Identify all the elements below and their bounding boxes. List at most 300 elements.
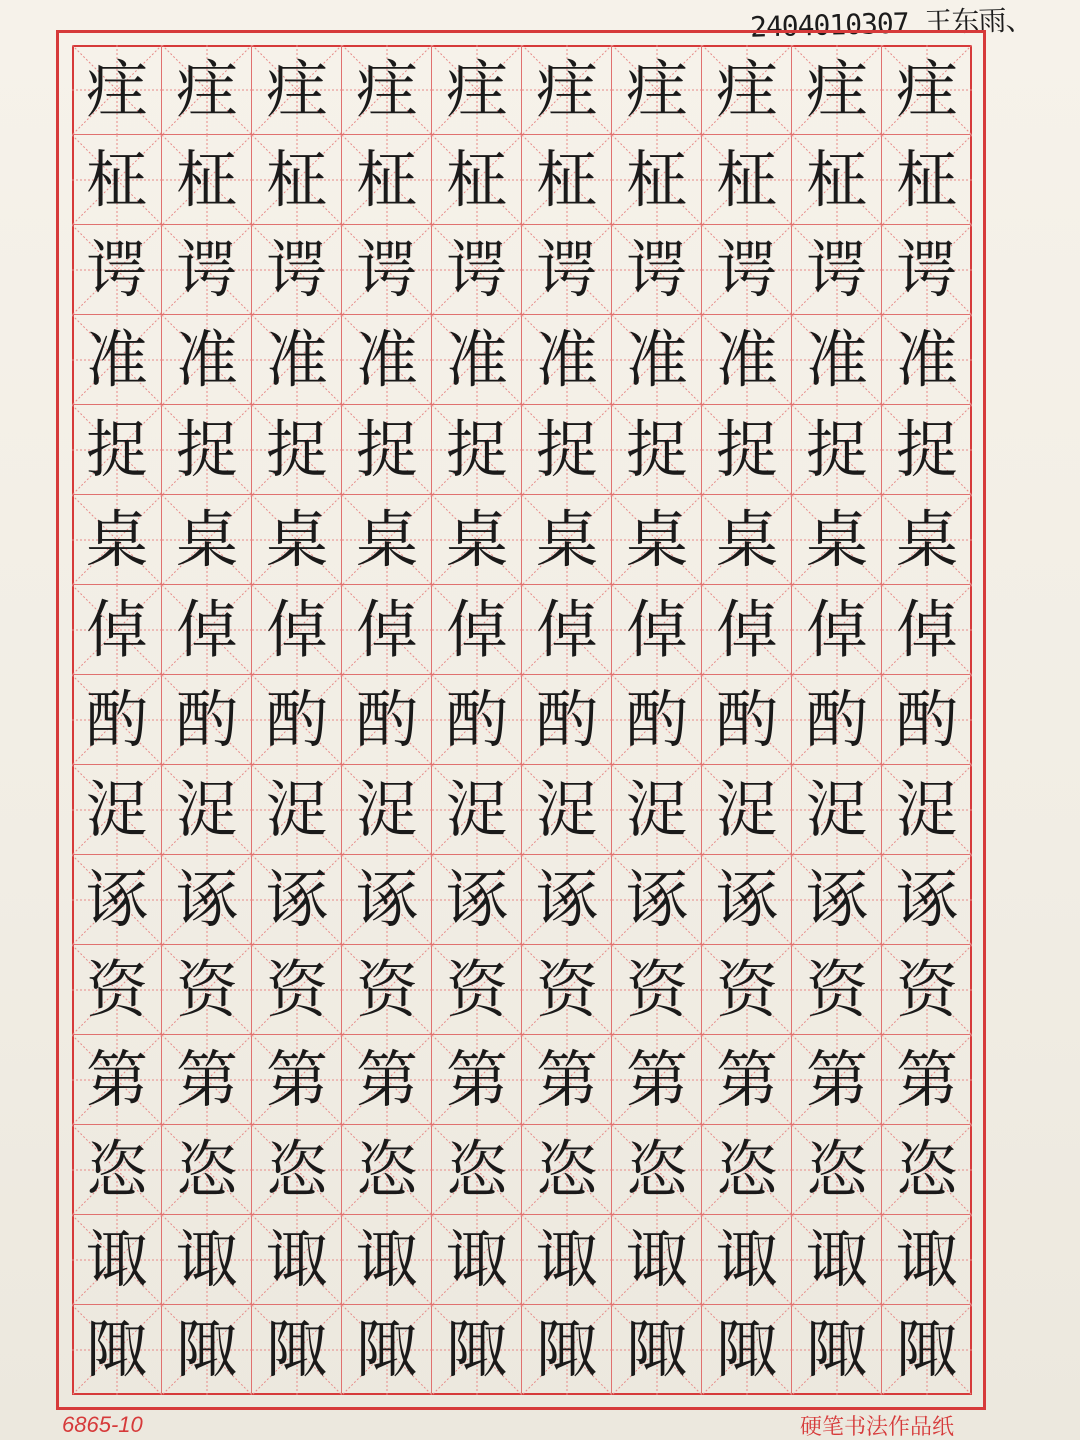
handwritten-char: 捉 [265, 413, 328, 486]
grid-cell [522, 855, 612, 945]
handwritten-char: 诼 [85, 863, 148, 936]
grid-cell [162, 675, 252, 765]
grid-cell [72, 225, 162, 315]
handwritten-char: 恣 [355, 1133, 418, 1206]
handwritten-char: 浞 [715, 773, 778, 846]
grid-cell [432, 945, 522, 1035]
grid-cell [882, 675, 972, 765]
grid-cell [702, 135, 792, 225]
handwritten-char: 倬 [535, 593, 598, 666]
grid-cell [432, 1125, 522, 1215]
handwritten-char: 谔 [625, 233, 688, 306]
handwritten-char: 准 [265, 323, 328, 396]
grid-cell [72, 945, 162, 1035]
grid-cell [792, 1215, 882, 1305]
handwritten-char: 诹 [625, 1223, 688, 1296]
handwritten-char: 浞 [625, 773, 688, 846]
handwritten-char: 桌 [445, 503, 508, 576]
grid-cell [252, 495, 342, 585]
handwritten-char: 桌 [175, 503, 238, 576]
handwritten-char: 浞 [805, 773, 868, 846]
handwritten-char: 第 [355, 1043, 418, 1116]
handwritten-char: 酌 [85, 683, 148, 756]
grid-cell [252, 1305, 342, 1395]
handwritten-char: 恣 [895, 1133, 958, 1206]
grid-cell [432, 1305, 522, 1395]
handwritten-char: 柾 [265, 143, 328, 216]
grid-cell [72, 405, 162, 495]
handwritten-char: 柾 [895, 143, 958, 216]
handwritten-char: 疰 [895, 53, 958, 126]
grid-cell [252, 315, 342, 405]
handwritten-char: 桌 [85, 503, 148, 576]
handwritten-char: 诹 [715, 1223, 778, 1296]
handwritten-char: 浞 [265, 773, 328, 846]
grid-cell [162, 1035, 252, 1125]
grid-cell [342, 855, 432, 945]
handwritten-char: 捉 [805, 413, 868, 486]
handwritten-char: 倬 [715, 593, 778, 666]
grid-cell [522, 1035, 612, 1125]
grid-cell [702, 45, 792, 135]
handwritten-char: 诹 [265, 1223, 328, 1296]
handwritten-char: 柾 [805, 143, 868, 216]
handwritten-char: 陬 [535, 1313, 598, 1386]
grid-cell [702, 765, 792, 855]
handwritten-char: 捉 [535, 413, 598, 486]
handwritten-char: 第 [625, 1043, 688, 1116]
handwritten-char: 酌 [355, 683, 418, 756]
handwritten-char: 疰 [715, 53, 778, 126]
handwritten-char: 第 [85, 1043, 148, 1116]
grid-cell [432, 855, 522, 945]
handwritten-char: 谔 [715, 233, 778, 306]
handwritten-char: 捉 [625, 413, 688, 486]
handwritten-char: 柾 [715, 143, 778, 216]
handwritten-char: 准 [355, 323, 418, 396]
handwritten-char: 酌 [265, 683, 328, 756]
grid-cell [882, 1305, 972, 1395]
handwritten-char: 恣 [265, 1133, 328, 1206]
grid-cell [72, 855, 162, 945]
handwritten-char: 陬 [355, 1313, 418, 1386]
handwritten-char: 倬 [355, 593, 418, 666]
grid-cell [252, 1035, 342, 1125]
grid-cell [882, 585, 972, 675]
handwritten-char: 恣 [445, 1133, 508, 1206]
handwritten-char: 柾 [175, 143, 238, 216]
grid-cell [72, 765, 162, 855]
handwritten-char: 准 [85, 323, 148, 396]
handwritten-char: 柾 [85, 143, 148, 216]
handwritten-char: 陬 [805, 1313, 868, 1386]
handwritten-char: 柾 [445, 143, 508, 216]
grid-cell [342, 135, 432, 225]
handwritten-char: 捉 [355, 413, 418, 486]
grid-cell [342, 315, 432, 405]
grid-cell [612, 135, 702, 225]
grid-cell [252, 855, 342, 945]
grid-cell [522, 945, 612, 1035]
grid-cell [162, 45, 252, 135]
grid-cell [162, 135, 252, 225]
grid-cell [162, 225, 252, 315]
handwritten-char: 恣 [625, 1133, 688, 1206]
handwritten-char: 疰 [535, 53, 598, 126]
grid-cell [612, 405, 702, 495]
grid-cell [432, 675, 522, 765]
grid-cell [252, 945, 342, 1035]
grid-cell [702, 1035, 792, 1125]
grid-cell [792, 945, 882, 1035]
handwritten-char: 第 [175, 1043, 238, 1116]
handwritten-char: 第 [895, 1043, 958, 1116]
handwritten-char: 疰 [175, 53, 238, 126]
handwritten-char: 柾 [355, 143, 418, 216]
grid-cell [702, 405, 792, 495]
grid-cell [792, 855, 882, 945]
handwritten-char: 资 [265, 953, 328, 1026]
handwritten-char: 陬 [175, 1313, 238, 1386]
grid-cell [702, 855, 792, 945]
grid-cell [342, 1035, 432, 1125]
handwritten-char: 谔 [265, 233, 328, 306]
grid-cell [522, 765, 612, 855]
handwritten-char: 倬 [85, 593, 148, 666]
handwritten-char: 桌 [805, 503, 868, 576]
grid-cell [882, 1035, 972, 1125]
grid-cell [612, 765, 702, 855]
grid-cell [522, 405, 612, 495]
handwritten-char: 酌 [625, 683, 688, 756]
handwritten-char: 桌 [715, 503, 778, 576]
grid-cell [882, 495, 972, 585]
handwritten-char: 准 [175, 323, 238, 396]
grid-cell [882, 855, 972, 945]
handwritten-char: 准 [625, 323, 688, 396]
handwritten-char: 谔 [85, 233, 148, 306]
grid-cell [612, 1305, 702, 1395]
grid-cell [612, 675, 702, 765]
handwritten-char: 酌 [715, 683, 778, 756]
handwritten-char: 桌 [625, 503, 688, 576]
grid-cell [252, 1215, 342, 1305]
handwritten-char: 捉 [445, 413, 508, 486]
grid-cell [432, 135, 522, 225]
handwritten-char: 资 [85, 953, 148, 1026]
grid-cell [252, 765, 342, 855]
grid-cell [792, 1305, 882, 1395]
handwritten-char: 准 [535, 323, 598, 396]
grid-cell [702, 1215, 792, 1305]
handwritten-char: 准 [715, 323, 778, 396]
handwritten-char: 谔 [445, 233, 508, 306]
handwritten-char: 诼 [355, 863, 418, 936]
handwritten-char: 酌 [805, 683, 868, 756]
grid-cell [342, 495, 432, 585]
handwritten-char: 疰 [265, 53, 328, 126]
student-id-name: 2404010307 王东雨、 [749, 3, 1033, 44]
grid-cell [612, 585, 702, 675]
grid-cell [252, 135, 342, 225]
grid-cell [342, 585, 432, 675]
grid-cell [792, 315, 882, 405]
grid-cell [522, 495, 612, 585]
handwritten-char: 诹 [895, 1223, 958, 1296]
handwritten-char: 准 [895, 323, 958, 396]
grid-cell [792, 135, 882, 225]
grid-cell [702, 585, 792, 675]
grid-cell [162, 585, 252, 675]
handwritten-char: 诼 [805, 863, 868, 936]
handwritten-char: 倬 [625, 593, 688, 666]
grid-cell [792, 495, 882, 585]
grid-cell [342, 675, 432, 765]
grid-cell [72, 1305, 162, 1395]
grid-cell [342, 1215, 432, 1305]
grid-cell [612, 1215, 702, 1305]
grid-cell [432, 1215, 522, 1305]
grid-cell [612, 495, 702, 585]
handwritten-char: 捉 [85, 413, 148, 486]
grid-cell [162, 1305, 252, 1395]
grid-cell [72, 1215, 162, 1305]
grid-cell [522, 1125, 612, 1215]
handwritten-char: 诹 [355, 1223, 418, 1296]
grid-cell [252, 225, 342, 315]
handwritten-char: 疰 [805, 53, 868, 126]
handwritten-char: 资 [895, 953, 958, 1026]
grid-cell [882, 405, 972, 495]
grid-cell [612, 45, 702, 135]
grid-cell [252, 1125, 342, 1215]
handwritten-char: 捉 [715, 413, 778, 486]
handwritten-char: 疰 [625, 53, 688, 126]
handwritten-char: 柾 [625, 143, 688, 216]
handwritten-char: 谔 [355, 233, 418, 306]
handwritten-char: 资 [355, 953, 418, 1026]
grid-cell [612, 1035, 702, 1125]
handwritten-char: 谔 [175, 233, 238, 306]
grid-cell [792, 1125, 882, 1215]
grid-cell [612, 1125, 702, 1215]
grid-cell [342, 765, 432, 855]
handwritten-char: 第 [535, 1043, 598, 1116]
handwritten-char: 第 [805, 1043, 868, 1116]
handwritten-char: 资 [535, 953, 598, 1026]
handwritten-char: 疰 [445, 53, 508, 126]
grid-cell [252, 675, 342, 765]
grid-cell [522, 135, 612, 225]
grid-cell [162, 945, 252, 1035]
grid-cell [882, 135, 972, 225]
handwritten-char: 倬 [265, 593, 328, 666]
grid-cell [432, 585, 522, 675]
grid-cell [432, 495, 522, 585]
grid-cell [342, 45, 432, 135]
grid-cell [792, 585, 882, 675]
handwritten-char: 恣 [535, 1133, 598, 1206]
grid-cell [432, 225, 522, 315]
handwritten-char: 疰 [355, 53, 418, 126]
grid-cell [162, 315, 252, 405]
handwritten-char: 浞 [175, 773, 238, 846]
handwritten-char: 恣 [175, 1133, 238, 1206]
grid-cell [162, 405, 252, 495]
handwritten-char: 诼 [535, 863, 598, 936]
grid-cell [702, 225, 792, 315]
grid-cell [882, 765, 972, 855]
grid-cell [612, 855, 702, 945]
handwritten-char: 第 [715, 1043, 778, 1116]
grid-cell [342, 1125, 432, 1215]
handwritten-char: 谔 [805, 233, 868, 306]
handwritten-char: 桌 [895, 503, 958, 576]
grid-cell [342, 945, 432, 1035]
grid-cell [432, 1035, 522, 1125]
handwritten-char: 浞 [535, 773, 598, 846]
handwritten-char: 第 [265, 1043, 328, 1116]
grid-cell [702, 1125, 792, 1215]
handwritten-char: 陬 [625, 1313, 688, 1386]
handwritten-char: 陬 [85, 1313, 148, 1386]
grid-cell [432, 765, 522, 855]
grid-cell [522, 675, 612, 765]
grid-cell [72, 1125, 162, 1215]
grid-cell [252, 585, 342, 675]
grid-cell [432, 45, 522, 135]
handwritten-char: 陬 [895, 1313, 958, 1386]
grid-cell [882, 945, 972, 1035]
grid-cell [522, 1305, 612, 1395]
grid-cell [72, 675, 162, 765]
handwritten-char: 倬 [895, 593, 958, 666]
handwritten-char: 诼 [265, 863, 328, 936]
handwritten-char: 资 [715, 953, 778, 1026]
grid-cell [792, 675, 882, 765]
handwritten-char: 诹 [175, 1223, 238, 1296]
grid-cell [522, 315, 612, 405]
handwritten-char: 资 [625, 953, 688, 1026]
grid-cell [162, 765, 252, 855]
handwritten-char: 浞 [445, 773, 508, 846]
handwritten-char: 捉 [895, 413, 958, 486]
grid-cell [252, 45, 342, 135]
grid-cell [162, 495, 252, 585]
sheet-code: 6865-10 [62, 1412, 143, 1437]
grid-cell [342, 405, 432, 495]
handwritten-char: 诼 [175, 863, 238, 936]
grid-cell [792, 765, 882, 855]
grid-cell [72, 45, 162, 135]
grid-cell [432, 315, 522, 405]
handwritten-char: 桌 [535, 503, 598, 576]
handwritten-char: 准 [445, 323, 508, 396]
handwritten-char: 资 [805, 953, 868, 1026]
handwritten-char: 第 [445, 1043, 508, 1116]
handwritten-char: 疰 [85, 53, 148, 126]
handwritten-char: 恣 [805, 1133, 868, 1206]
handwritten-char: 准 [805, 323, 868, 396]
handwritten-char: 酌 [175, 683, 238, 756]
grid-cell [882, 1215, 972, 1305]
handwritten-char: 酌 [895, 683, 958, 756]
handwritten-char: 浞 [355, 773, 418, 846]
grid-cell [882, 225, 972, 315]
grid-cell [702, 315, 792, 405]
handwritten-char: 资 [445, 953, 508, 1026]
handwritten-char: 捉 [175, 413, 238, 486]
grid-cell [252, 405, 342, 495]
grid-cell [72, 315, 162, 405]
grid-cell [342, 1305, 432, 1395]
handwritten-char: 诼 [625, 863, 688, 936]
handwritten-char: 谔 [535, 233, 598, 306]
grid-cell [882, 315, 972, 405]
handwritten-char: 诼 [715, 863, 778, 936]
grid-cell [522, 225, 612, 315]
grid-cell [72, 135, 162, 225]
handwritten-char: 诼 [445, 863, 508, 936]
handwritten-char: 酌 [535, 683, 598, 756]
grid-cell [72, 1035, 162, 1125]
grid-cell [162, 1125, 252, 1215]
grid-cell [882, 1125, 972, 1215]
handwritten-char: 资 [175, 953, 238, 1026]
grid-cell [702, 675, 792, 765]
grid-cell [702, 1305, 792, 1395]
grid-cell [432, 405, 522, 495]
sheet-brand: 硬笔书法作品纸 [800, 1415, 955, 1440]
grid-cell [792, 45, 882, 135]
handwritten-char: 倬 [805, 593, 868, 666]
handwritten-char: 浞 [895, 773, 958, 846]
grid-cell [792, 405, 882, 495]
handwritten-char: 倬 [445, 593, 508, 666]
grid-cell [162, 1215, 252, 1305]
grid-cell [702, 495, 792, 585]
handwritten-char: 桌 [355, 503, 418, 576]
handwritten-char: 诹 [85, 1223, 148, 1296]
grid-cell [522, 45, 612, 135]
grid-cell [522, 1215, 612, 1305]
grid-cell [612, 315, 702, 405]
handwritten-char: 陬 [265, 1313, 328, 1386]
handwritten-char: 恣 [715, 1133, 778, 1206]
grid-cell [342, 225, 432, 315]
grid-cell [522, 585, 612, 675]
handwritten-char: 谔 [895, 233, 958, 306]
grid-cell [792, 225, 882, 315]
handwritten-char: 浞 [85, 773, 148, 846]
grid-cell [612, 945, 702, 1035]
grid-cell [702, 945, 792, 1035]
grid-cell [72, 495, 162, 585]
handwritten-char: 诹 [445, 1223, 508, 1296]
grid-cell [882, 45, 972, 135]
handwritten-char: 诹 [805, 1223, 868, 1296]
handwritten-char: 柾 [535, 143, 598, 216]
handwritten-char: 恣 [85, 1133, 148, 1206]
grid-cell [72, 585, 162, 675]
handwritten-char: 诼 [895, 863, 958, 936]
grid-cell [792, 1035, 882, 1125]
handwritten-char: 桌 [265, 503, 328, 576]
grid-cell [162, 855, 252, 945]
handwritten-char: 诹 [535, 1223, 598, 1296]
handwritten-char: 酌 [445, 683, 508, 756]
handwritten-char: 陬 [715, 1313, 778, 1386]
